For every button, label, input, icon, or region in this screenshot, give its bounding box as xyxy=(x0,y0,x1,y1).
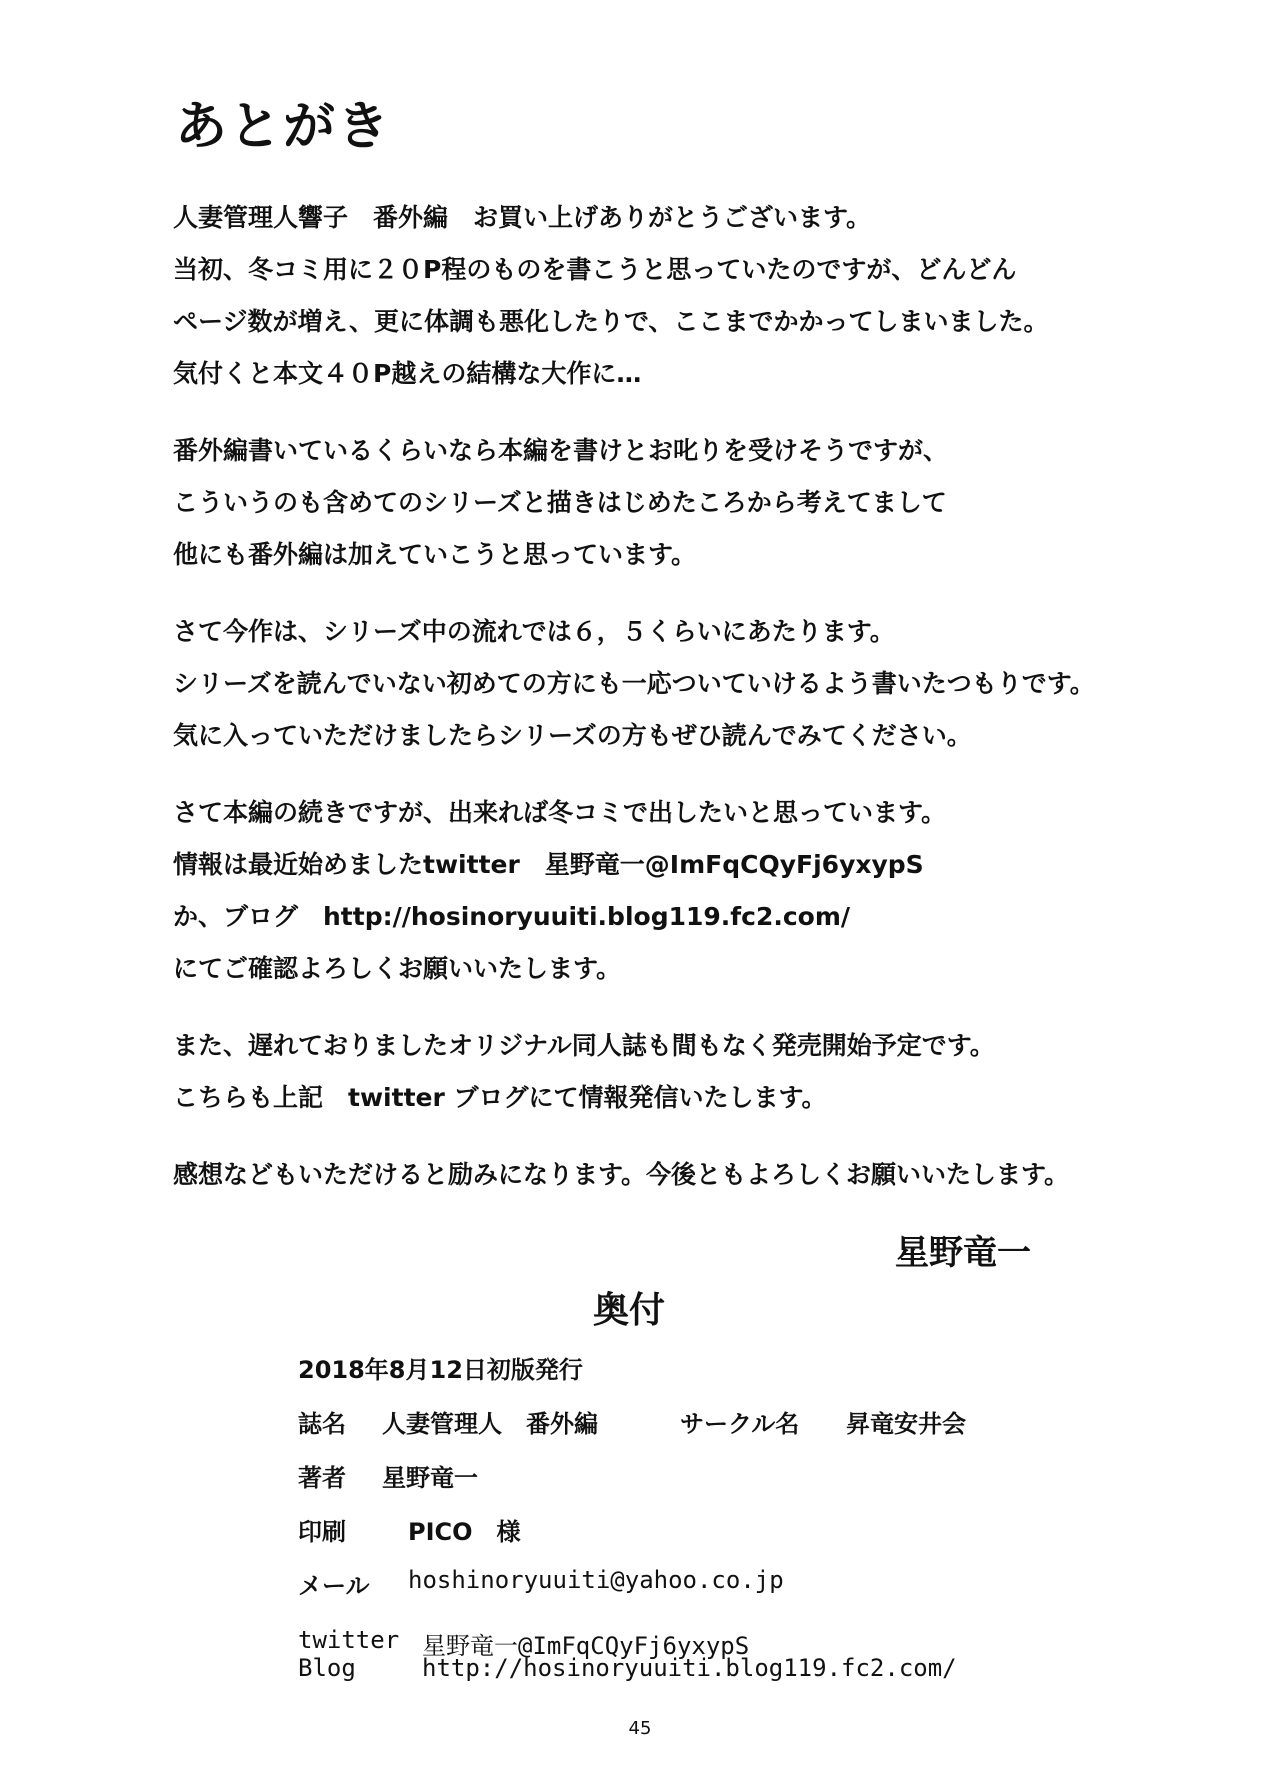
text-line: さて今作は、シリーズ中の流れでは６，５くらいにあたります。 xyxy=(173,617,895,646)
text-line: 他にも番外編は加えていこうと思っています。 xyxy=(173,540,697,569)
paragraph-5 xyxy=(173,1020,1233,1124)
twitter-value: 星野竜一@ImFqCQyFj6yxypS xyxy=(422,1632,750,1660)
text-line: 情報は最近始めましたtwitter 星野竜一@ImFqCQyFj6yxypS xyxy=(173,850,924,879)
magazine-label: 誌名 xyxy=(298,1410,346,1438)
paragraph-4 xyxy=(173,787,1233,995)
text-line: さて本編の続きですが、出来れば冬コミで出したいと思っています。 xyxy=(173,798,947,827)
print-label: 印刷 xyxy=(298,1518,346,1546)
print-value: PICO 様 xyxy=(408,1518,521,1546)
afterword-body xyxy=(173,192,1233,1226)
text-line: 人妻管理人響子 番外編 お買い上げありがとうございます。 xyxy=(173,203,872,232)
mail-value: hoshinoryuuiti@yahoo.co.jp xyxy=(408,1566,784,1594)
author-value: 星野竜一 xyxy=(382,1464,478,1492)
paragraph-1 xyxy=(173,192,1233,400)
text-line: にてご確認よろしくお願いいたします。 xyxy=(173,954,622,983)
text-line: こういうのも含めてのシリーズと描きはじめたころから考えてまして xyxy=(173,488,947,517)
blog-value: http://hosinoryuuiti.blog119.fc2.com/ xyxy=(422,1654,957,1682)
colophon-title: 奥付 xyxy=(593,1290,666,1331)
text-line: シリーズを読んでいない初めての方にも一応ついていけるよう書いたつもりです。 xyxy=(173,669,1095,698)
colophon-row-print xyxy=(298,1512,1198,1546)
text-line: こちらも上記 twitter ブログにて情報発信いたします。 xyxy=(173,1083,827,1112)
text-line: 気付くと本文４０P越えの結構な大作に… xyxy=(173,359,642,388)
mail-label: メール xyxy=(298,1572,370,1600)
paragraph-3 xyxy=(173,606,1233,762)
colophon-row-blog xyxy=(298,1654,1198,1684)
afterword-title: あとがき xyxy=(175,96,392,157)
colophon-row-author xyxy=(298,1458,1198,1492)
paragraph-6 xyxy=(173,1149,1233,1201)
magazine-value: 人妻管理人 番外編 xyxy=(382,1410,598,1438)
text-line: 気に入っていただけましたらシリーズの方もぜひ読んでみてください。 xyxy=(173,721,972,750)
text-line: か、ブログ http://hosinoryuuiti.blog119.fc2.com/ xyxy=(173,902,851,931)
colophon-row-twitter xyxy=(298,1626,1198,1660)
text-line: 番外編書いているくらいなら本編を書けとお叱りを受けそうですが、 xyxy=(173,436,949,465)
text-line: 感想などもいただけると励みになります。今後ともよろしくお願いいたします。 xyxy=(173,1160,1070,1189)
author-signature: 星野竜一 xyxy=(895,1233,1031,1273)
twitter-label: twitter xyxy=(298,1626,400,1654)
publish-date: 2018年8月12日初版発行 xyxy=(298,1356,583,1384)
text-line: 当初、冬コミ用に２０P程のものを書こうと思っていたのですが、どんどん xyxy=(173,255,1017,284)
colophon-row-mail xyxy=(298,1566,1198,1600)
author-label: 著者 xyxy=(298,1464,346,1492)
colophon-row-magazine xyxy=(298,1404,1198,1438)
paragraph-2 xyxy=(173,425,1233,581)
page-number: 45 xyxy=(628,1718,652,1739)
text-line: ページ数が増え、更に体調も悪化したりで、ここまでかかってしまいました。 xyxy=(173,307,1049,336)
circle-value: 昇竜安井会 xyxy=(846,1410,966,1438)
blog-label: Blog xyxy=(298,1654,356,1682)
text-line: また、遅れておりましたオリジナル同人誌も間もなく発売開始予定です。 xyxy=(173,1031,995,1060)
circle-label: サークル名 xyxy=(680,1410,800,1438)
